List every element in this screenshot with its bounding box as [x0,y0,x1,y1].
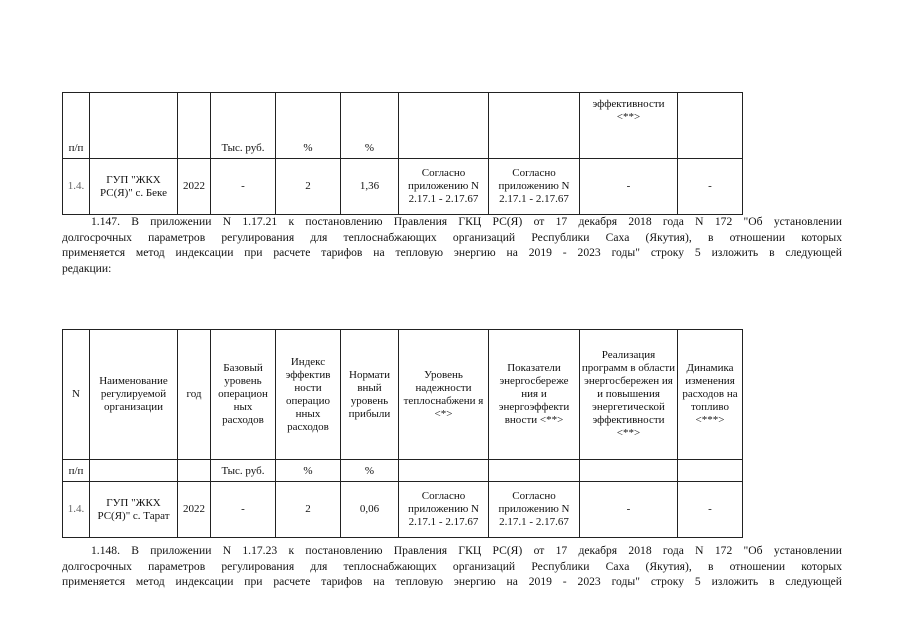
cell-year: 2022 [178,482,211,538]
cell-reliability: Согласно приложению N 2.17.1 - 2.17.67 [399,159,489,215]
cell-efficiency: Согласно приложению N 2.17.1 - 2.17.67 [489,159,580,215]
paragraph-line: редакции: [62,261,112,275]
unit-efficiency [489,460,580,482]
unit-programs [580,460,678,482]
header-efficiency: Показатели энергосбереже ния и энергоэффекти вности <**> [489,330,580,460]
table-unit-row [63,460,743,482]
paragraph-line: долгосрочных параметров регулирования для теплоснабжающих организаций Республики Саха (Якутия), в отношении которых [62,559,842,573]
cell-reliability: Согласно приложению N 2.17.1 - 2.17.67 [399,482,489,538]
table-header-row [63,330,743,460]
unit-dynamics [678,93,743,159]
header-base: Базовый уровень операцион ных расходов [211,330,276,460]
header-profit: Нормати вный уровень прибыли [341,330,399,460]
unit-efficiency [489,93,580,159]
table-unit-row [63,93,743,159]
cell-programs: - [580,159,678,215]
cell-num: 1.4. [63,482,90,538]
cell-dynamics: - [678,482,743,538]
unit-num: п/п [63,93,90,159]
cell-dynamics: - [678,159,743,215]
cell-base: - [211,482,276,538]
unit-index: % [276,93,341,159]
paragraph-line: 1.147. В приложении N 1.17.21 к постановлению Правления ГКЦ РС(Я) от 17 декабря 2018 года N 172 "Об установлении [91,215,842,228]
table-row [63,159,743,215]
cell-base: - [211,159,276,215]
unit-year [178,93,211,159]
cell-profit: 1,36 [341,159,399,215]
cell-profit: 0,06 [341,482,399,538]
paragraph-1-148 [62,543,842,590]
header-num: N [63,330,90,460]
cell-org: ГУП "ЖКХ РС(Я)" с. Тарат [90,482,178,538]
header-year: год [178,330,211,460]
paragraph-line: 1.148. В приложении N 1.17.23 к постановлению Правления ГКЦ РС(Я) от 17 декабря 2018 года N 172 "Об установлении [91,544,842,557]
unit-org [90,460,178,482]
paragraph-line: долгосрочных параметров регулирования для теплоснабжающих организаций Республики Саха (Якутия), в отношении которых [62,230,842,244]
unit-reliability [399,460,489,482]
unit-num: п/п [63,460,90,482]
unit-base: Тыс. руб. [211,93,276,159]
unit-profit: % [341,460,399,482]
unit-reliability [399,93,489,159]
table-row [63,482,743,538]
cell-programs: - [580,482,678,538]
cell-num: 1.4. [63,159,90,215]
paragraph-line: применяется метод индексации при расчете тарифов на тепловую энергию на 2019 - 2023 годы" строку 5 изложить в следующей [62,575,842,588]
cell-org: ГУП "ЖКХ РС(Я)" с. Беке [90,159,178,215]
paragraph-1-147 [62,214,842,276]
paragraph-line: применяется метод индексации при расчете тарифов на тепловую энергию на 2019 - 2023 годы" строку 5 изложить в следующей [62,246,842,259]
unit-profit: % [341,93,399,159]
header-reliability: Уровень надежности теплоснабжени я <*> [399,330,489,460]
cell-index: 2 [276,482,341,538]
header-index: Индекс эффектив ности операцио нных расходов [276,330,341,460]
header-dynamics: Динамика изменения расходов на топливо <***> [678,330,743,460]
header-programs: Реализация программ в области энергосбережен ия и повышения энергетической эффективности <**> [580,330,678,460]
header-programs-fragment: эффективности <**> [580,93,678,159]
unit-index: % [276,460,341,482]
cell-efficiency: Согласно приложению N 2.17.1 - 2.17.67 [489,482,580,538]
unit-dynamics [678,460,743,482]
unit-year [178,460,211,482]
tariff-table-tarat [62,329,743,538]
header-org: Наименование регулируемой организации [90,330,178,460]
tariff-table-beke [62,92,743,215]
unit-org [90,93,178,159]
cell-year: 2022 [178,159,211,215]
cell-index: 2 [276,159,341,215]
unit-base: Тыс. руб. [211,460,276,482]
